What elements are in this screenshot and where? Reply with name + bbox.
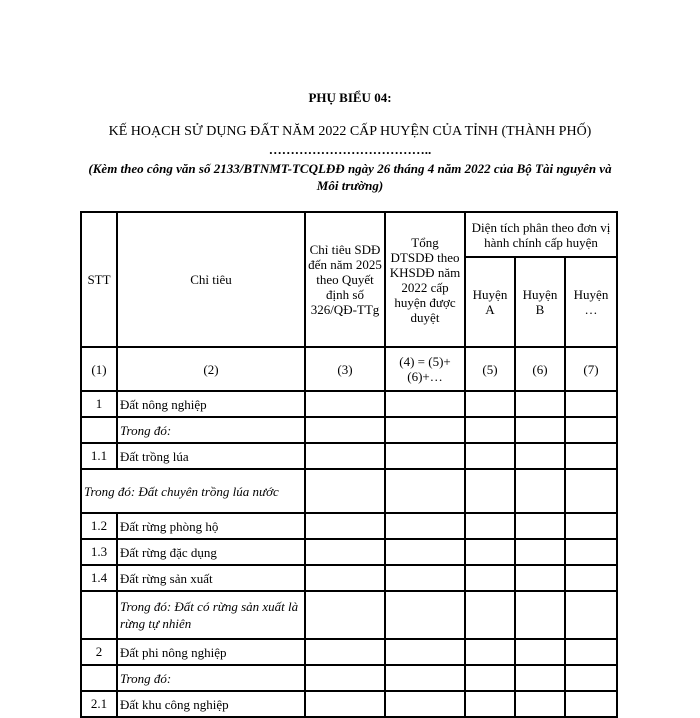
row-name: Đất phi nông nghiệp — [117, 639, 305, 665]
appendix-label: PHỤ BIỂU 04: — [308, 90, 392, 105]
table-row — [81, 665, 617, 691]
row-stt — [81, 417, 117, 443]
row-name: Đất rừng sản xuất — [117, 565, 305, 591]
table-row — [81, 691, 617, 717]
column-number: (3) — [305, 347, 385, 391]
column-number-row — [81, 347, 617, 391]
header-chi-tieu: Chỉ tiêu — [117, 212, 305, 347]
table-row — [81, 513, 617, 539]
column-number: (4) = (5)+(6)+… — [385, 347, 465, 391]
header-group: Diện tích phân theo đơn vị hành chính cấp huyện — [465, 212, 617, 257]
table-row — [81, 639, 617, 665]
row-stt: 1.2 — [81, 513, 117, 539]
row-name: Đất rừng đặc dụng — [117, 539, 305, 565]
row-name: Trong đó: — [117, 665, 305, 691]
table-row — [81, 469, 617, 513]
row-stt — [81, 665, 117, 691]
column-number: (7) — [565, 347, 617, 391]
row-name: Đất rừng phòng hộ — [117, 513, 305, 539]
row-name: Trong đó: Đất có rừng sản xuất là rừng tự nhiên — [117, 591, 305, 639]
header-col5: Huyện A — [465, 257, 515, 347]
row-stt: 2 — [81, 639, 117, 665]
row-name: Trong đó: Đất chuyên trồng lúa nước — [81, 469, 305, 513]
reference-note: (Kèm theo công văn số 2133/BTNMT-TCQLĐĐ ngày 26 tháng 4 năm 2022 của Bộ Tài nguyên và Môi trường) — [88, 161, 612, 193]
table-row — [81, 391, 617, 417]
row-stt: 2.1 — [81, 691, 117, 717]
row-name: Trong đó: — [117, 417, 305, 443]
row-stt: 1.4 — [81, 565, 117, 591]
row-stt: 1.1 — [81, 443, 117, 469]
column-number: (2) — [117, 347, 305, 391]
header-col7: Huyện … — [565, 257, 617, 347]
header-col3: Chỉ tiêu SDĐ đến năm 2025 theo Quyết định số 326/QĐ-TTg — [305, 212, 385, 347]
row-name: Đất trồng lúa — [117, 443, 305, 469]
document-title: KẾ HOẠCH SỬ DỤNG ĐẤT NĂM 2022 CẤP HUYỆN CỦA TỈNH (THÀNH PHỐ) — [108, 124, 592, 139]
table-row — [81, 417, 617, 443]
row-stt: 1 — [81, 391, 117, 417]
column-number: (5) — [465, 347, 515, 391]
table-row — [81, 443, 617, 469]
column-number: (1) — [81, 347, 117, 391]
title-dots: ……………………………….. — [268, 142, 432, 157]
row-name: Đất nông nghiệp — [117, 391, 305, 417]
table-row — [81, 539, 617, 565]
row-stt — [81, 591, 117, 639]
column-number: (6) — [515, 347, 565, 391]
header-stt: STT — [81, 212, 117, 347]
land-use-table — [80, 211, 618, 718]
row-name: Đất khu công nghiệp — [117, 691, 305, 717]
header-col6: Huyện B — [515, 257, 565, 347]
table-row — [81, 565, 617, 591]
header-col4: Tổng DTSDĐ theo KHSDĐ năm 2022 cấp huyện được duyệt — [385, 212, 465, 347]
row-stt: 1.3 — [81, 539, 117, 565]
table-row — [81, 591, 617, 639]
